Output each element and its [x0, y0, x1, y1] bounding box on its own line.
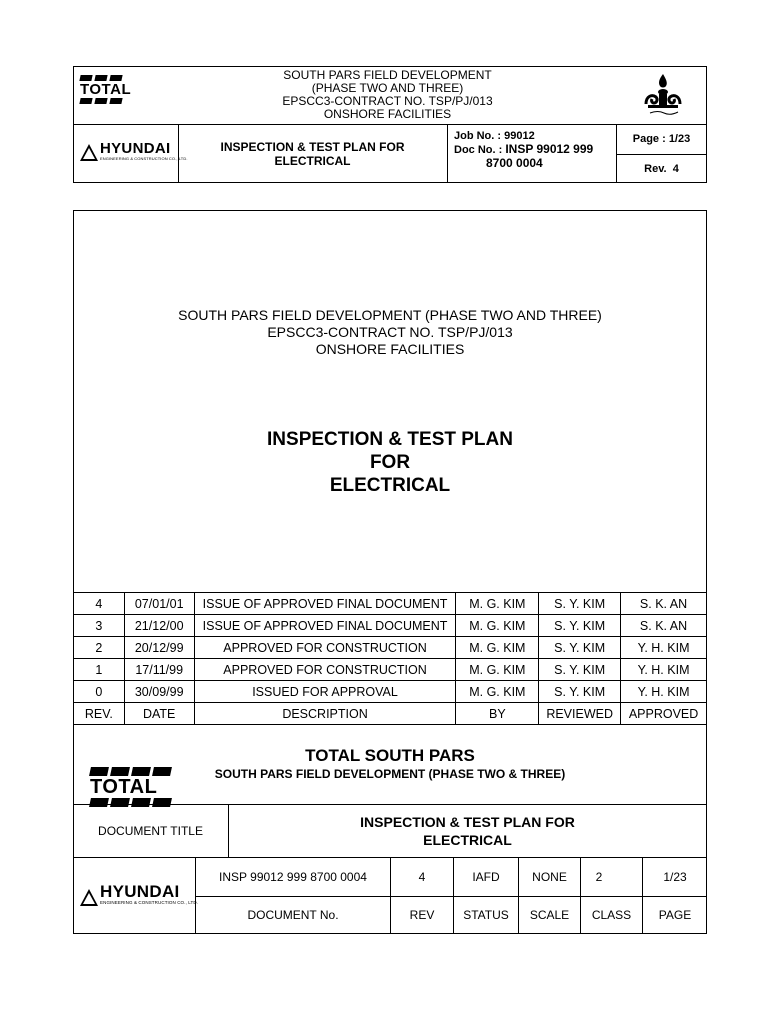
date-cell: 30/09/99: [124, 681, 194, 703]
main-project-line-3: ONSHORE FACILITIES: [315, 341, 465, 357]
date-cell: 07/01/01: [124, 593, 194, 615]
reviewed-cell: S. Y. KIM: [539, 593, 621, 615]
footer-rev-label: REV: [409, 908, 435, 922]
doc-no-cont: 8700 0004: [486, 156, 543, 170]
nioc-emblem-icon: [638, 72, 688, 120]
hyundai-logo-text: HYUNDAI: [100, 140, 171, 157]
reviewed-cell: S. Y. KIM: [539, 615, 621, 637]
hyundai-logo-subtext: ENGINEERING & CONSTRUCTION CO., LTD.: [100, 156, 188, 161]
header-rev: REV.: [74, 703, 125, 725]
footer-page-label: PAGE: [658, 908, 692, 922]
description-cell: ISSUED FOR APPROVAL: [194, 681, 456, 703]
job-no: Job No. : 99012: [454, 130, 535, 142]
by-cell: M. G. KIM: [456, 593, 539, 615]
footer-page-value: 1/23: [663, 869, 687, 884]
date-cell: 20/12/99: [124, 637, 194, 659]
main-title: [73, 428, 707, 497]
hyundai-large-triangle-icon: [80, 889, 98, 906]
by-cell: M. G. KIM: [456, 681, 539, 703]
table-row: [74, 593, 707, 615]
main-title-line-2: FOR: [369, 452, 411, 473]
footer-class-value: 2: [595, 869, 603, 884]
rev-cell: 2: [74, 637, 125, 659]
header-project-line-2: (PHASE TWO AND THREE): [311, 81, 464, 95]
hyundai-logo: [80, 141, 188, 161]
main-project-line-2: EPSCC3-CONTRACT NO. TSP/PJ/013: [267, 324, 513, 340]
approved-cell: S. K. AN: [621, 593, 707, 615]
footer-project: SOUTH PARS FIELD DEVELOPMENT (PHASE TWO & THREE): [214, 767, 566, 781]
total-logo-large: [90, 767, 171, 807]
reviewed-cell: S. Y. KIM: [539, 659, 621, 681]
description-cell: APPROVED FOR CONSTRUCTION: [194, 637, 456, 659]
table-row: [74, 637, 707, 659]
header-project-text: [200, 66, 575, 124]
header-date: DATE: [124, 703, 194, 725]
footer-status-value: IAFD: [472, 869, 500, 884]
footer-status-label: STATUS: [463, 908, 509, 922]
rev-cell: 1: [74, 659, 125, 681]
main-title-line-3: ELECTRICAL: [329, 475, 451, 496]
header-approved: APPROVED: [621, 703, 707, 725]
approved-cell: Y. H. KIM: [621, 659, 707, 681]
date-cell: 21/12/00: [124, 615, 194, 637]
approved-cell: Y. H. KIM: [621, 681, 707, 703]
total-logo-large-bars: [90, 767, 171, 776]
by-cell: M. G. KIM: [456, 615, 539, 637]
by-cell: M. G. KIM: [456, 637, 539, 659]
footer-doc-no-label: DOCUMENT No.: [247, 908, 339, 922]
doc-no: [454, 143, 614, 157]
table-row: [74, 681, 707, 703]
total-logo-bars: [80, 75, 122, 81]
total-logo-large-text: TOTAL: [90, 776, 158, 798]
footer-doc-no-value: INSP 99012 999 8700 0004: [219, 869, 367, 884]
doc-no-label: Doc No. :: [454, 144, 506, 156]
total-logo-text: TOTAL: [80, 81, 132, 98]
reviewed-cell: S. Y. KIM: [539, 637, 621, 659]
header-description: DESCRIPTION: [194, 703, 456, 725]
hyundai-large-logo-text: HYUNDAI: [100, 882, 180, 901]
main-title-line-1: INSPECTION & TEST PLAN: [267, 429, 513, 450]
rev-cell: 0: [74, 681, 125, 703]
header-doc-title: INSPECTION & TEST PLAN FOR ELECTRICAL: [220, 139, 405, 168]
main-project-line-1: SOUTH PARS FIELD DEVELOPMENT (PHASE TWO AND THREE): [178, 307, 602, 323]
footer-company: TOTAL SOUTH PARS: [305, 746, 475, 765]
footer-doc-title-label: DOCUMENT TITLE: [98, 823, 203, 838]
hyundai-triangle-icon: [80, 144, 98, 161]
header-job-info: [454, 130, 614, 170]
header-page: Page : 1/23: [632, 133, 691, 145]
description-cell: ISSUE OF APPROVED FINAL DOCUMENT: [194, 615, 456, 637]
footer-rev-value: 4: [418, 869, 426, 884]
reviewed-cell: S. Y. KIM: [539, 681, 621, 703]
by-cell: M. G. KIM: [456, 659, 539, 681]
rev-cell: 4: [74, 593, 125, 615]
footer-doc-title-line-2: ELECTRICAL: [423, 831, 512, 848]
header-project-line-1: SOUTH PARS FIELD DEVELOPMENT: [283, 68, 492, 82]
approved-cell: Y. H. KIM: [621, 637, 707, 659]
header-rev: Rev. 4: [644, 163, 679, 175]
header-by: BY: [456, 703, 539, 725]
footer-doc-title: [228, 804, 707, 857]
footer-scale-value: NONE: [532, 869, 567, 884]
hyundai-logo-large: [80, 883, 198, 906]
revision-table: [73, 592, 707, 725]
total-logo-bars-bottom: [80, 98, 122, 104]
footer-doc-title-line-1: INSPECTION & TEST PLAN FOR: [360, 813, 575, 830]
doc-no-value: INSP 99012 999: [505, 142, 594, 156]
footer-scale-label: SCALE: [529, 908, 570, 922]
header-project-line-3: EPSCC3-CONTRACT NO. TSP/PJ/013: [282, 94, 493, 108]
table-row: [74, 659, 707, 681]
table-header-row: [74, 703, 707, 725]
table-row: [74, 615, 707, 637]
rev-cell: 3: [74, 615, 125, 637]
footer-class-label: CLASS: [591, 908, 632, 922]
date-cell: 17/11/99: [124, 659, 194, 681]
hyundai-large-logo-subtext: ENGINEERING & CONSTRUCTION CO., LTD.: [100, 900, 199, 905]
description-cell: APPROVED FOR CONSTRUCTION: [194, 659, 456, 681]
header-divider-v2: [447, 124, 448, 183]
main-project-text: [73, 307, 707, 358]
description-cell: ISSUE OF APPROVED FINAL DOCUMENT: [194, 593, 456, 615]
header-reviewed: REVIEWED: [539, 703, 621, 725]
header-project-line-4: ONSHORE FACILITIES: [323, 107, 452, 121]
approved-cell: S. K. AN: [621, 615, 707, 637]
total-logo: [80, 75, 131, 104]
